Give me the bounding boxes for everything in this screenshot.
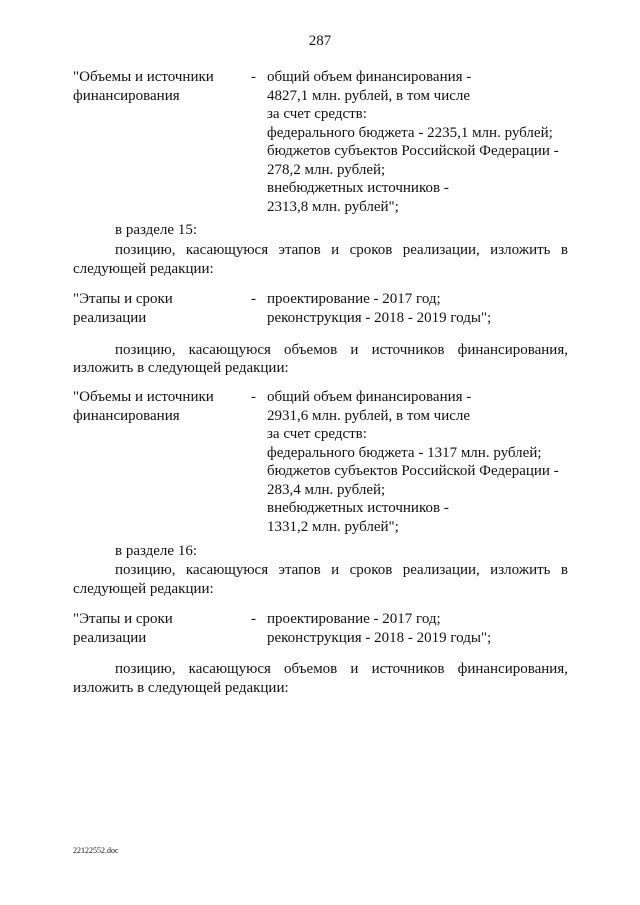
file-reference: 22122552.doc [73, 846, 119, 855]
dash: - [251, 291, 256, 307]
funding-para-line2: изложить в следующей редакции: [73, 360, 289, 376]
section-16-para-line1: позицию, касающуюся этапов и сроков реализации, изложить в [115, 562, 568, 578]
stages-content: проектирование - 2017 год; реконструкция - 2018 - 2019 годы"; [267, 611, 492, 646]
page-number: 287 [308, 33, 332, 49]
dash: - [251, 389, 256, 405]
funding-content: общий объем финансирования - 4827,1 млн. рублей, в том числе за счет средств: федерального бюджета - 2235,1 млн. рублей; бюджетов субъектов Российской Федерации - 278,2 млн. рублей; внебюджетных источников - 2313,8 млн. рублей"; [267, 69, 559, 215]
dash: - [251, 611, 256, 627]
section-15-heading: в разделе 15: [115, 222, 197, 238]
funding-para-line1: позицию, касающуюся объемов и источников финансирования, [115, 342, 568, 358]
section-16-para-line2: следующей редакции: [73, 581, 214, 597]
stages-label: "Этапы и сроки реализации [73, 291, 173, 326]
funding-label: "Объемы и источники финансирования [73, 69, 214, 104]
dash: - [251, 69, 256, 85]
section-15-para-line2: следующей редакции: [73, 261, 214, 277]
funding-para-line2: изложить в следующей редакции: [73, 680, 289, 696]
stages-content: проектирование - 2017 год; реконструкция - 2018 - 2019 годы"; [267, 291, 492, 326]
funding-para-line1: позицию, касающуюся объемов и источников финансирования, [115, 661, 568, 677]
section-16-heading: в разделе 16: [115, 543, 197, 559]
funding-content: общий объем финансирования - 2931,6 млн. рублей, в том числе за счет средств: федерального бюджета - 1317 млн. рублей; бюджетов субъектов Российской Федерации - 283,4 млн. рублей; внебюджетных источников - 1331,2 млн. рублей"; [267, 389, 559, 535]
section-15-para-line1: позицию, касающуюся этапов и сроков реализации, изложить в [115, 242, 568, 258]
funding-label: "Объемы и источники финансирования [73, 389, 214, 424]
stages-label: "Этапы и сроки реализации [73, 611, 173, 646]
